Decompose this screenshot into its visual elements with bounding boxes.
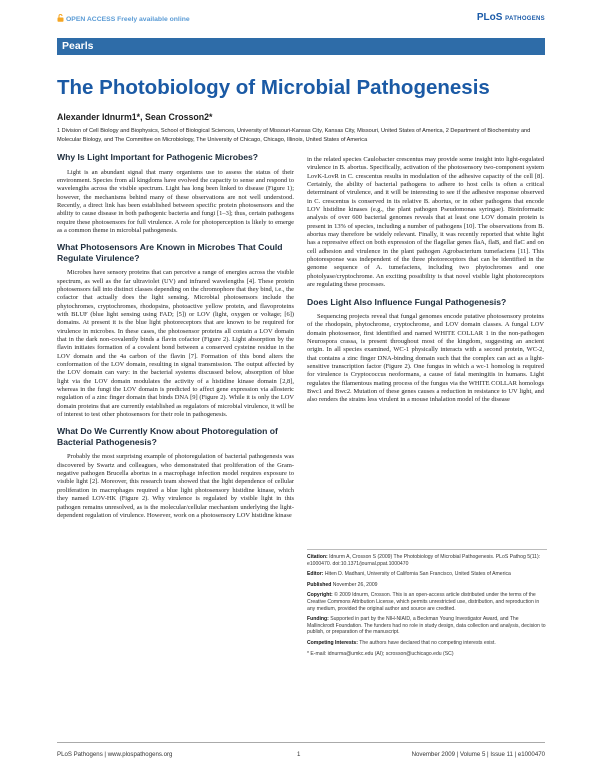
footer-issue: November 2009 | Volume 5 | Issue 11 | e1000470 <box>411 751 545 758</box>
editor: Editor: Hiten D. Madhani, University of California San Francisco, United States of America <box>307 571 511 578</box>
paragraph: Sequencing projects reveal that fungal genomes encode putative photosensory proteins of the rhodopsin, phytochrome, cryptochrome, and LOV domain classes. A fungal LOV domain photosensor, first identified and named WHITE COLLAR 1 in the non-pathogen Neurospora crassa, is present throughout most of the kingdom, suggesting an ancient origin. In all species examined, WC-1 physically interacts with a second protein, WC-2, that contains a zinc finger DNA-binding domain such that the complex can act as a light-sensitive transcription factor (Figure 2). One fungus in which a wc-1 homolog is required for virulence is Cryptococcus neoformans, a cause of fatal meningitis in humans. Light regulates the filamentous mating process of the fungus via the WHITE COLLAR homologs Bwc1 and Bwc2. Mutation of these genes causes a reduction in resistance to UV light, and also renders the strains less virulent in a mouse inhalation model of the disease <box>307 313 544 404</box>
paragraph: Probably the most surprising example of photoregulation of bacterial pathogenesis was discovered by Swartz and colleagues, who demonstrated that proliferation of the Gram-negative pathogen Brucella abortus in a macrophage infection model requires exposure to visible light [2]. Moreover, this research team showed that the light dependence of cellular proliferation in macrophages required a blue light photosensory histidine kinase, which they named LOV-HK (Figure 2). Why virulence is regulated by visible light in this pathogen remains unresolved, as is the molecular/cellular mechanism underlying the light-dependent regulation of virulence. However, work on a photosensory LOV histidine kinase <box>57 453 294 519</box>
article-title: The Photobiology of Microbial Pathogenesis <box>57 76 490 99</box>
section <box>57 152 294 235</box>
section-heading: What Do We Currently Know about Photoregulation of Bacterial Pathogenesis? <box>57 426 278 447</box>
affiliations: 1 Division of Cell Biology and Biophysics, School of Biological Sciences, University of Missouri-Kansas City, Kansas City, Missouri, United States of America, 2 Department of Biochemistry and Molecular Biology, and The Committee on Microbiology, The University of Chicago, Chicago, Illinois, United States of America <box>57 128 531 143</box>
left-column <box>57 152 294 527</box>
section <box>307 156 544 290</box>
author-list: Alexander Idnurm1*, Sean Crosson2* <box>57 112 213 122</box>
copyright: Copyright: © 2009 Idnurm, Crosson. This is an open-access article distributed under the terms of the Creative Commons Attribution License, which permits unrestricted use, distribution, and reproduction in any medium, provided the original author and source are credited. <box>307 592 540 612</box>
journal-logo-text: PLoS <box>476 12 503 23</box>
journal-logo <box>477 12 545 23</box>
open-access-text: OPEN ACCESS Freely available online <box>66 16 190 23</box>
article-info-box <box>307 549 547 657</box>
page-footer <box>57 742 545 759</box>
section <box>57 242 294 419</box>
section <box>57 426 294 520</box>
paragraph: Microbes have sensory proteins that can perceive a range of energies across the visible spectrum, as well as the far ultraviolet (UV) and infrared wavelengths [4]. These protein photosensors fall into distinct classes depending on the chromophore that they bind, i.e., the cofactor that actually does the light sensing. Microbial photosensors include the phytochromes, cryptochromes, rhodopsins, photoactive yellow protein, and flavoproteins with BLUF (blue light sensing using FAD; [5]) or LOV (light, oxygen or voltage; [6]) domains. At present it is the blue light photoreceptors that are known to be required for virulence in microbes. In these cases, the photosensor proteins all contain a LOV domain that in the dark non-covalently binds a flavin cofactor (Figure 2). Light absorption by the flavin initiates formation of a covalent bond between a conserved cysteine residue in the LOV domain and the 4a carbon of the flavin [7]. Formation of this bond alters the conformation of the LOV domain, resulting in signal transmission. The output affected by the LOV domain can vary: in the bacterial systems discussed below, absorption of blue light via the LOV domain modulates the activity of a histidine kinase domain [2,8], whereas in the fungi the LOV domain is predicted to affect gene expression via allosteric regulation of a zinc finger domain that binds DNA [9] (Figure 2). While it is only the LOV domain proteins that are currently established as regulators of microbial virulence, it will be of interest to test other photosensors for their role in pathogenesis. <box>57 269 294 419</box>
right-column <box>307 156 544 412</box>
journal-logo-sub: PATHOGENS <box>505 16 545 22</box>
open-lock-icon <box>57 14 64 22</box>
section-heading: Does Light Also Influence Fungal Pathogenesis? <box>307 296 507 307</box>
funding: Funding: Supported in part by the NIH-NIAID, a Beckman Young Investigator Award, and The Mallinckrodt Foundation. The funders had no role in study design, data collection and analysis, decision to publish, or preparation of the manuscript. <box>307 616 546 636</box>
section-heading: Why Is Light Important for Pathogenic Microbes? <box>57 152 259 162</box>
section-banner: Pearls <box>57 38 545 55</box>
section-heading: What Photosensors Are Known in Microbes That Could Regulate Virulence? <box>57 242 283 263</box>
competing-interests: Competing Interests: The authors have declared that no competing interests exist. <box>307 639 496 646</box>
email: * E-mail: idnurma@umkc.edu (AI); scrosson@uchicago.edu (SC) <box>307 650 454 657</box>
page-number: 1 <box>297 751 301 758</box>
citation: Citation: Idnurm A, Crosson S (2009) The Photobiology of Microbial Pathogenesis. PLoS Pathog 5(11): e1000470. doi:10.1371/journal.ppat.1000470 <box>307 554 541 567</box>
section <box>307 297 544 405</box>
paragraph: in the related species Caulobacter crescentus may provide some insight into light-regulated virulence in B. abortus. Specifically, activation of the photosensory two-component system LovK-LovR in C. crescentus results in modulation of the adhesive capacity of the cell [8]. Certainly, the ability of bacterial pathogens to adhere to host cells is often a critical determinant of virulence, and it will be interesting to see if the adhesive response observed in C. crescentus is conserved in its relative B. abortus, or in other pathogens that encode LOV histidine kinases (e.g., the plant pathogen Pseudomonas syringae). Bioinformatic analysis of over 600 bacterial genomes reveals that at least one LOV domain protein is present in 13% of species, including a number of pathogens [10]. The observations from B. abortus may therefore be widely relevant. Finally, it was recently reported that white light has a repressive effect on both expression of the flagellar genes flaA, flaB, and flaC and on cell adhesion and virulence in the plant pathogen Agrobacterium tumefaciens [11]. This photoresponse was independent of the three photoreceptors that can be identified in the genome sequence of A. tumefaciens, including two phytochromes and one photolyase/cryptochrome. An exciting possibility is that novel visible light photoreceptors are regulating these processes. <box>307 156 544 289</box>
journal-header <box>57 10 545 34</box>
open-access-badge <box>57 14 190 23</box>
published: Published November 26, 2009 <box>307 581 378 588</box>
paragraph: Light is an abundant signal that many organisms use to assess the status of their environment. Species from all kingdoms have evolved the capacity to sense and respond to wavelengths across the visible spectrum. Light has long been linked to disease (Figure 1); however, the mechanisms behind many of these observations are not well understood. Recently, a direct link has been established between specific protein photosensors and the ability to cause disease in both pathogenic bacteria and fungi [1–3]; thus, certain pathogens require these photosensors for full virulence. A role for photoperception is likely to emerge as a common theme in microbial pathogenesis. <box>57 168 294 234</box>
footer-journal: PLoS Pathogens | www.plospathogens.org <box>57 751 173 758</box>
